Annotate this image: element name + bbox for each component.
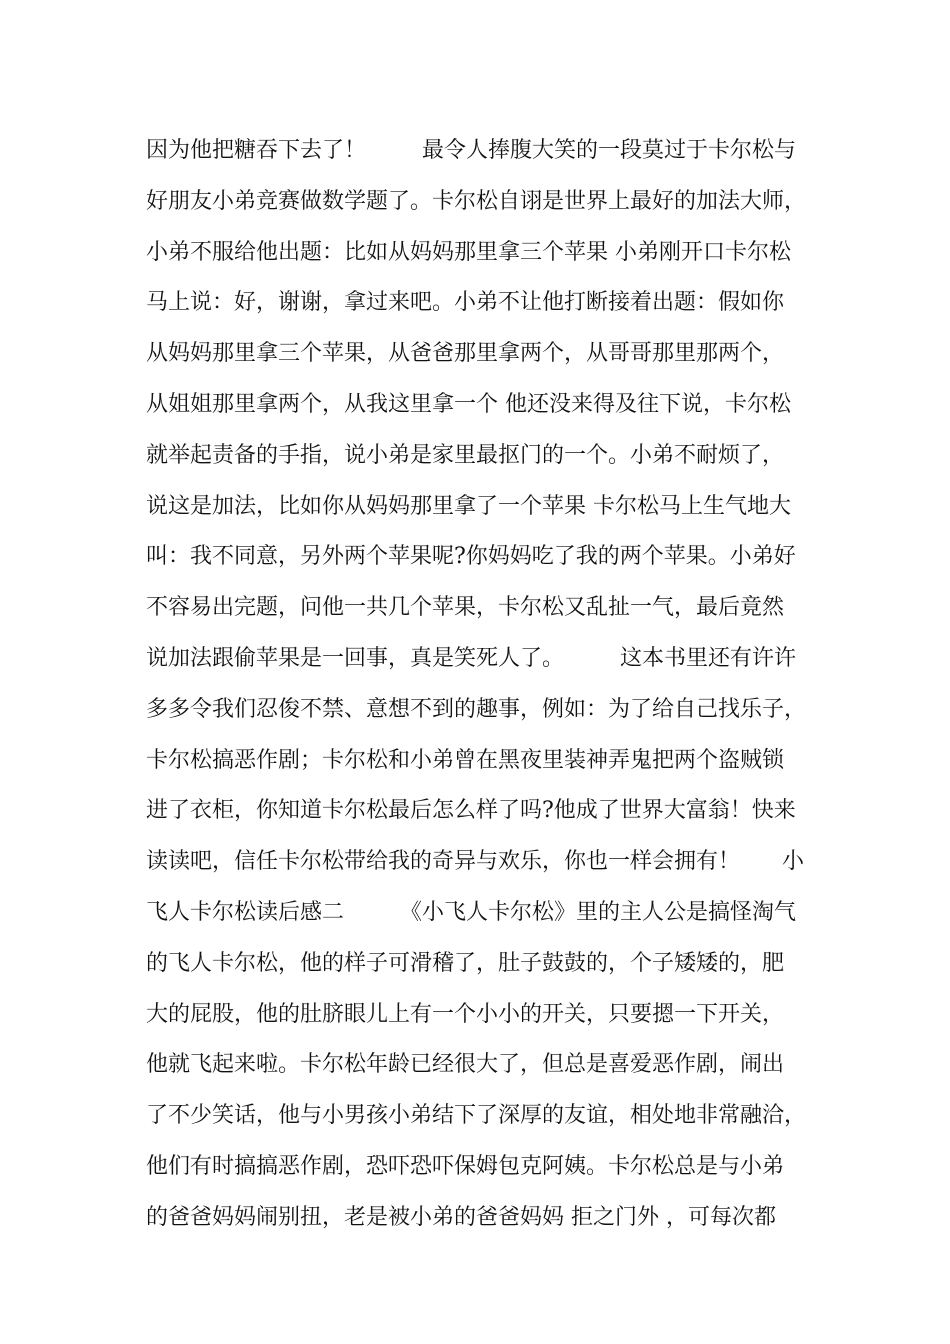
text-line: 从妈妈那里拿三个苹果，从爸爸那里拿两个，从哥哥那里那两个， (146, 341, 785, 367)
text-line: 说这是加法，比如你从妈妈那里拿了一个苹果 卡尔松马上生气地大 (146, 493, 791, 519)
text-line: 大的屁股，他的肚脐眼儿上有一个小小的开关，只要摁一下开关， (146, 1001, 785, 1027)
text-line: 因为他把糖吞下去了！ 最令人捧腹大笑的一段莫过于卡尔松与 (146, 138, 796, 163)
text-line: 好朋友小弟竞赛做数学题了。卡尔松自诩是世界上最好的加法大师， (146, 188, 807, 214)
text-line: 进了衣柜，你知道卡尔松最后怎么样了吗?他成了世界大富翁！快来 (146, 798, 796, 824)
text-line: 小弟不服给他出题：比如从妈妈那里拿三个苹果 小弟刚开口卡尔松 (146, 239, 791, 265)
text-line: 读读吧，信任卡尔松带给我的奇异与欢乐，你也一样会拥有！ 小 (146, 849, 804, 875)
body-text (146, 132, 826, 1250)
text-line: 的爸爸妈妈闹别扭，老是被小弟的爸爸妈妈 拒之门外 ，可每次都 (146, 1204, 776, 1230)
text-line: 马上说：好，谢谢，拿过来吧。小弟不让他打断接着出题：假如你 (146, 290, 785, 316)
text-line: 他就飞起来啦。卡尔松年龄已经很大了，但总是喜爱恶作剧，闹出 (146, 1052, 785, 1078)
text-line: 卡尔松搞恶作剧；卡尔松和小弟曾在黑夜里装神弄鬼把两个盗贼锁 (146, 747, 785, 773)
text-line: 了不少笑话，他与小男孩小弟结下了深厚的友谊，相处地非常融洽， (146, 1103, 807, 1129)
text-line: 的飞人卡尔松，他的样子可滑稽了，肚子鼓鼓的，个子矮矮的，肥 (146, 950, 785, 976)
text-line: 说加法跟偷苹果是一回事，真是笑死人了。 这本书里还有许许 (146, 645, 796, 671)
text-line: 他们有时搞搞恶作剧，恐吓恐吓保姆包克阿姨。卡尔松总是与小弟 (146, 1153, 785, 1179)
text-line: 多多令我们忍俊不禁、意想不到的趣事，例如：为了给自己找乐子， (146, 696, 807, 722)
text-line: 就举起责备的手指，说小弟是家里最抠门的一个。小弟不耐烦了， (146, 442, 785, 468)
text-line: 叫：我不同意，另外两个苹果呢?你妈妈吃了我的两个苹果。小弟好 (146, 544, 796, 570)
text-line: 不容易出完题，问他一共几个苹果，卡尔松又乱扯一气，最后竟然 (146, 595, 785, 621)
text-line: 飞人卡尔松读后感二 《小飞人卡尔松》里的主人公是搞怪淘气 (146, 899, 796, 925)
text-line: 从姐姐那里拿两个，从我这里拿一个 他还没来得及往下说，卡尔松 (146, 391, 791, 417)
